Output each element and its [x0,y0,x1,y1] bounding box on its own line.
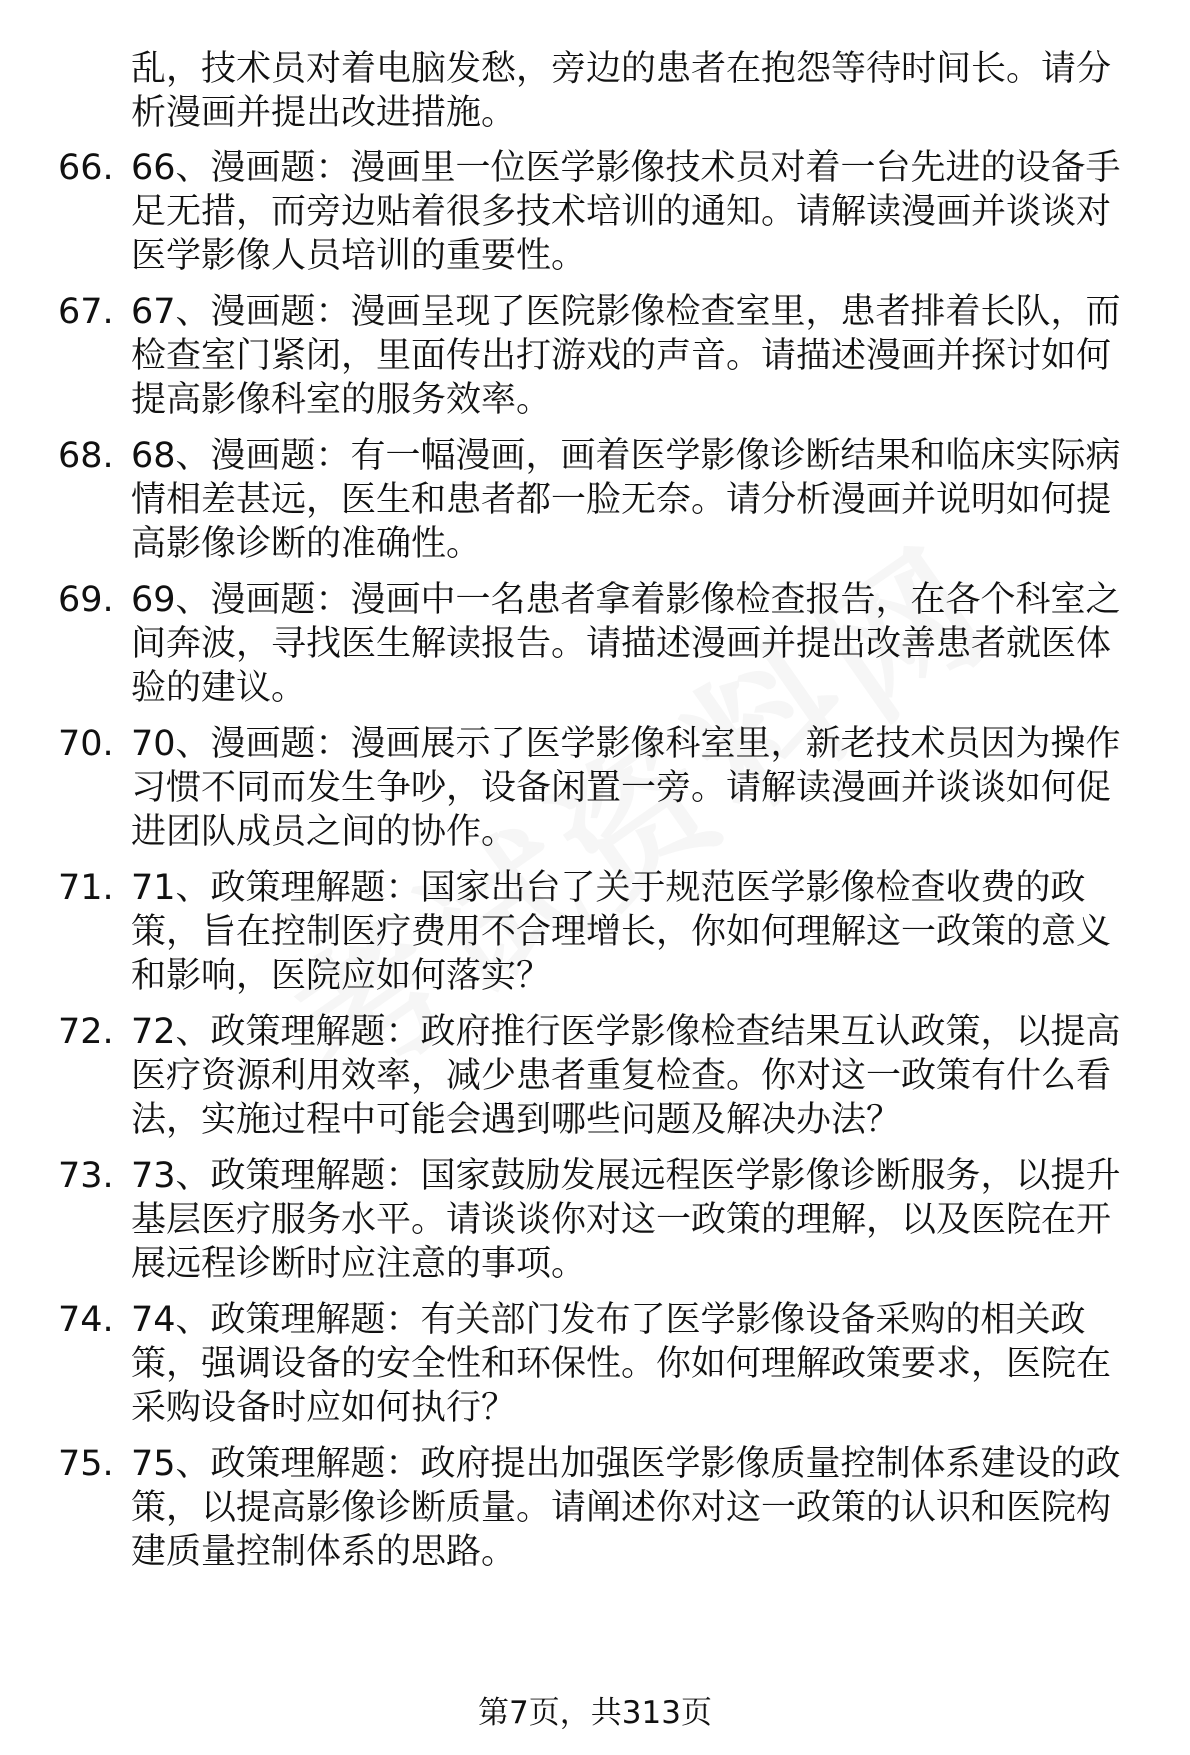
item-text: 72、政策理解题：政府推行医学影像检查结果互认政策，以提高 医疗资源利用效率，减少患者重复检查。你对这一政策有什么看 法，实施过程中可能会遇到哪些问题及解决办法？ [131,1012,1121,1140]
item-number: 68. [58,436,114,476]
item-number: 71. [58,868,114,908]
item-text: 68、漫画题：有一幅漫画，画着医学影像诊断结果和临床实际病 情相差甚远，医生和患者都一脸无奈。请分析漫画并说明如何提 高影像诊断的准确性。 [131,436,1121,564]
item-number: 75. [58,1444,114,1484]
item-number: 67. [58,292,114,332]
item-text: 66、漫画题：漫画里一位医学影像技术员对着一台先进的设备手 足无措，而旁边贴着很多技术培训的通知。请解读漫画并谈谈对 医学影像人员培训的重要性。 [131,148,1121,276]
item-number: 69. [58,580,114,620]
page-footer: 第7页，共313页 [478,1695,712,1731]
item-text: 69、漫画题：漫画中一名患者拿着影像检查报告，在各个科室之 间奔波，寻找医生解读报告。请描述漫画并提出改善患者就医体 验的建议。 [131,580,1121,708]
item-number: 70. [58,724,114,764]
item-text: 乱，技术员对着电脑发愁，旁边的患者在抱怨等待时间长。请分 析漫画并提出改进措施。 [131,49,1112,133]
item-text: 70、漫画题：漫画展示了医学影像科室里，新老技术员因为操作 习惯不同而发生争吵，设备闲置一旁。请解读漫画并谈谈如何促 进团队成员之间的协作。 [131,724,1121,852]
item-number: 74. [58,1300,114,1340]
item-text: 74、政策理解题：有关部门发布了医学影像设备采购的相关政 策，强调设备的安全性和环保性。你如何理解政策要求，医院在 采购设备时应如何执行？ [131,1300,1112,1428]
item-number: 66. [58,148,114,188]
item-text: 75、政策理解题：政府提出加强医学影像质量控制体系建设的政 策，以提高影像诊断质量。请阐述你对这一政策的认识和医院构 建质量控制体系的思路。 [131,1444,1121,1572]
item-text: 71、政策理解题：国家出台了关于规范医学影像检查收费的政 策，旨在控制医疗费用不合理增长，你如何理解这一政策的意义 和影响，医院应如何落实？ [131,868,1112,996]
item-text: 73、政策理解题：国家鼓励发展远程医学影像诊断服务，以提升 基层医疗服务水平。请谈谈你对这一政策的理解，以及医院在开 展远程诊断时应注意的事项。 [131,1156,1121,1284]
item-number: 72. [58,1012,114,1052]
item-number: 73. [58,1156,114,1196]
item-text: 67、漫画题：漫画呈现了医院影像检查室里，患者排着长队，而 检查室门紧闭，里面传出打游戏的声音。请描述漫画并探讨如何 提高影像科室的服务效率。 [131,292,1121,420]
